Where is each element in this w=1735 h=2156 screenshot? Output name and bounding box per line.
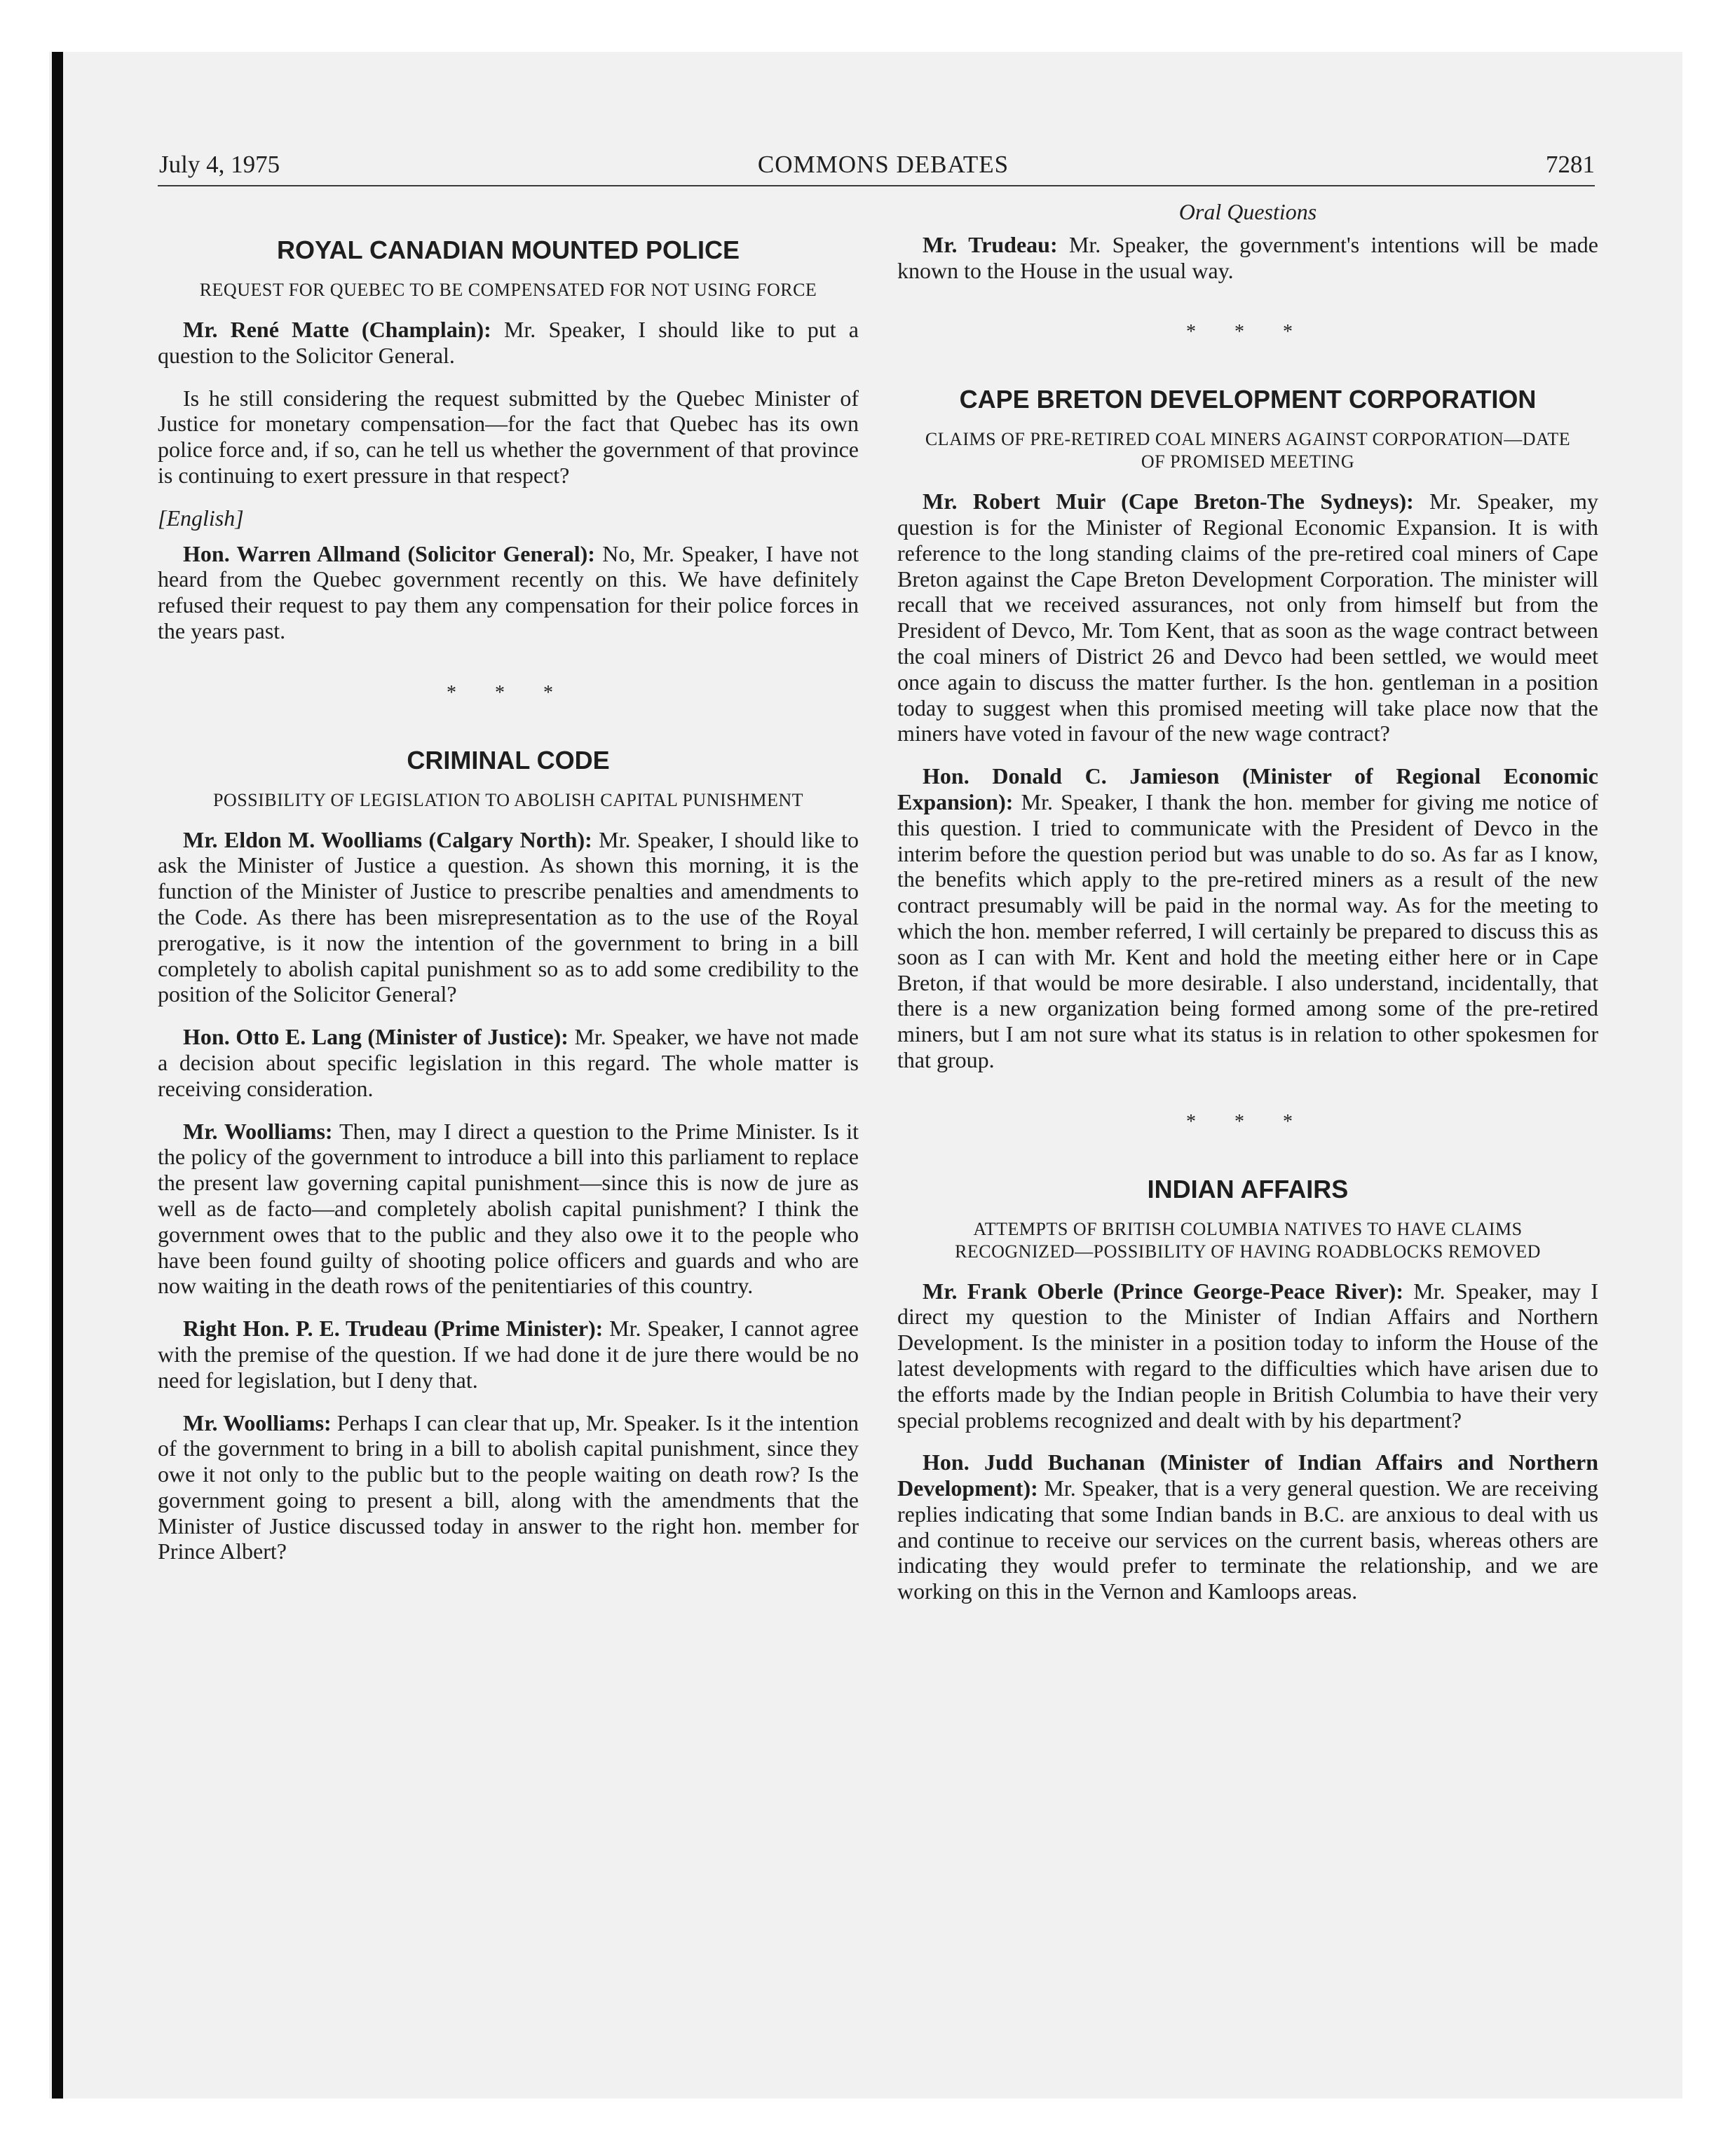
paragraph bbox=[897, 1278, 1598, 1433]
speaker-name: Mr. Frank Oberle (Prince George-Peace River): bbox=[923, 1278, 1403, 1304]
section-subheading-cape-breton: CLAIMS OF PRE-RETIRED COAL MINERS AGAINST CORPORATION—DATE OF PROMISED MEETING bbox=[925, 429, 1571, 472]
paragraph bbox=[158, 1119, 859, 1299]
paragraph bbox=[897, 489, 1598, 746]
speaker-name: Mr. Trudeau: bbox=[923, 231, 1058, 257]
speech-text: Mr. Speaker, I cannot agree with the premise of the question. If we had done it de jure there would be no need for legislation, but I deny that. bbox=[158, 1316, 859, 1393]
page-number: 7281 bbox=[1546, 151, 1595, 178]
header-date: July 4, 1975 bbox=[159, 151, 280, 178]
paragraph bbox=[897, 763, 1598, 1073]
section-heading-indian-affairs: INDIAN AFFAIRS bbox=[1147, 1174, 1349, 1203]
speaker-name: Mr. Robert Muir (Cape Breton-The Sydneys): bbox=[923, 489, 1414, 514]
speech-text: Perhaps I can clear that up, Mr. Speaker. Is it the intention of the government to bring in a bill to abolish capital punishment, since they owe it not only to the public but to the people waiting on death row? Is the government going to present a bill, along with the amendments that the Minister of Justice discussed today in answer to the right hon. member for Prince Albert? bbox=[158, 1410, 859, 1564]
speech-text: Mr. Speaker, I thank the hon. member for giving me notice of this question. I tried to communicate with the President of Devco in the interim before the question period but was unable to do so. As far as I know, the benefits which apply to the pre-retired miners as a result of the new contract presumably will be paid in the normal way. As for the meeting to which the hon. member referred, I will certainly be prepared to discuss this as soon as I can with Mr. Kent and hold the meeting either here or in Cape Breton, if that would be more desirable. I also understand, incidentally, that there is a new organization being formed among some of the pre-retired miners, but I am not sure what its status is in relation to other spokesmen for that group. bbox=[897, 789, 1598, 1072]
speech-text: Is he still considering the request submitted by the Quebec Minister of Justice for monetary compensation—for the fact that Quebec has its own police force and, if so, can he tell us whether the government of that province is continuing to exert pressure in that respect? bbox=[158, 385, 859, 488]
speaker-name: Hon. Donald C. Jamieson (Minister of Regional Economic Expansion): bbox=[897, 763, 1598, 814]
speech-text: Mr. Speaker, may I direct my question to the Minister of Indian Affairs and Northern Development. Is the minister in a position today to inform the House of the latest developments with regard to the difficulties which have arisen due to the efforts made by the Indian people in British Columbia to have their very special problems recognized and dealt with by his department? bbox=[897, 1278, 1599, 1433]
header-title: COMMONS DEBATES bbox=[757, 151, 1009, 178]
speech-text: Mr. Speaker, that is a very general question. We are receiving replies indicating that some Indian bands in B.C. are anxious to deal with us and continue to receive our services on the current basis, whereas others are indicating they would prefer to terminate the relationship, and we are working on this in the Vernon and Kamloops areas. bbox=[897, 1475, 1598, 1604]
scan-edge-shadow bbox=[52, 52, 63, 2099]
paragraph bbox=[158, 827, 859, 1008]
speaker-name: Right Hon. P. E. Trudeau (Prime Minister): bbox=[183, 1316, 604, 1342]
section-separator: * * * bbox=[1186, 321, 1309, 343]
speaker-name: Hon. Otto E. Lang (Minister of Justice): bbox=[183, 1024, 569, 1050]
speech-text: Mr. Speaker, the government's intentions will be made known to the House in the usual way. bbox=[897, 231, 1599, 283]
speech-text: Mr. Speaker, my question is for the Minister of Regional Economic Expansion. It is with reference to the long standing claims of the pre-retired coal miners of Cape Breton against the Cape Breton Development Corporation. The minister will recall that we received assurances, not only from himself but from the President of Devco, Mr. Tom Kent, that as soon as the wage contract between the coal miners of District 26 and Devco had been settled, we would meet once again to discuss the matter further. Is the hon. gentleman in a position today to suggest when this promised meeting will take place now that the miners have voted in favour of the new wage contract? bbox=[897, 489, 1599, 746]
right-column bbox=[897, 199, 1598, 1621]
running-head: Oral Questions bbox=[1178, 199, 1317, 224]
left-column bbox=[158, 199, 859, 1581]
speaker-name: Mr. Woolliams: bbox=[183, 1410, 332, 1435]
speech-text: Mr. Speaker, I should like to ask the Minister of Justice a question. As shown this morning, it is the function of the Minister of Justice to prescribe penalties and amendments to the Code. As there has been misrepresentation as to the use of the Royal prerogative, is it now the intention of the government to bring in a bill completely to abolish capital punishment so as to add some credibility to the position of the Solicitor General? bbox=[158, 826, 859, 1007]
speech-text: Mr. Speaker, we have not made a decision about specific legislation in this regard. The whole matter is receiving consideration. bbox=[158, 1024, 859, 1101]
paragraph bbox=[158, 541, 859, 644]
speaker-name: Hon. Judd Buchanan (Minister of Indian Affairs and Northern Development): bbox=[897, 1449, 1598, 1501]
paragraph bbox=[158, 386, 859, 489]
speech-text: No, Mr. Speaker, I have not heard from the Quebec government recently on this. We have definitely refused their request to pay them any compensation for their police forces in the years past. bbox=[158, 540, 859, 643]
paragraph bbox=[158, 1024, 859, 1101]
header-rule bbox=[158, 185, 1595, 186]
section-separator: * * * bbox=[447, 681, 570, 704]
paragraph bbox=[897, 1449, 1598, 1604]
speech-text: Then, may I direct a question to the Prime Minister. Is it the policy of the government to introduce a bill into this parliament to replace the present law governing capital punishment—since this is now de jure as well as de facto—and completely abolish capital punishment? I think the government owes that to the public and they also owe it to the people who have been found guilty of shooting police officers and guards and who are now waiting in the death rows of the penitentiaries of this country. bbox=[158, 1118, 859, 1299]
paragraph bbox=[897, 232, 1598, 284]
language-note: [English] bbox=[158, 505, 244, 531]
paragraph bbox=[158, 1316, 859, 1393]
speaker-name: Hon. Warren Allmand (Solicitor General): bbox=[183, 540, 595, 566]
section-heading-rcmp: ROYAL CANADIAN MOUNTED POLICE bbox=[276, 236, 740, 264]
paragraph bbox=[158, 317, 859, 369]
section-heading-criminal-code: CRIMINAL CODE bbox=[407, 745, 610, 775]
section-subheading-indian-affairs: ATTEMPTS OF BRITISH COLUMBIA NATIVES TO HAVE CLAIMS RECOGNIZED—POSSIBILITY OF HAVING ROADBLOCKS REMOVED bbox=[955, 1218, 1541, 1262]
speech-text: Mr. Speaker, I should like to put a question to the Solicitor General. bbox=[158, 317, 859, 368]
section-heading-cape-breton: CAPE BRETON DEVELOPMENT CORPORATION bbox=[959, 385, 1537, 414]
section-separator: * * * bbox=[1186, 1110, 1309, 1133]
speaker-name: Mr. René Matte (Champlain): bbox=[183, 317, 491, 342]
speaker-name: Mr. Woolliams: bbox=[183, 1118, 333, 1144]
section-subheading-rcmp: REQUEST FOR QUEBEC TO BE COMPENSATED FOR NOT USING FORCE bbox=[199, 280, 817, 300]
paragraph bbox=[158, 1410, 859, 1565]
speaker-name: Mr. Eldon M. Woolliams (Calgary North): bbox=[183, 826, 592, 852]
section-subheading-criminal-code: POSSIBILITY OF LEGISLATION TO ABOLISH CAPITAL PUNISHMENT bbox=[212, 789, 804, 810]
